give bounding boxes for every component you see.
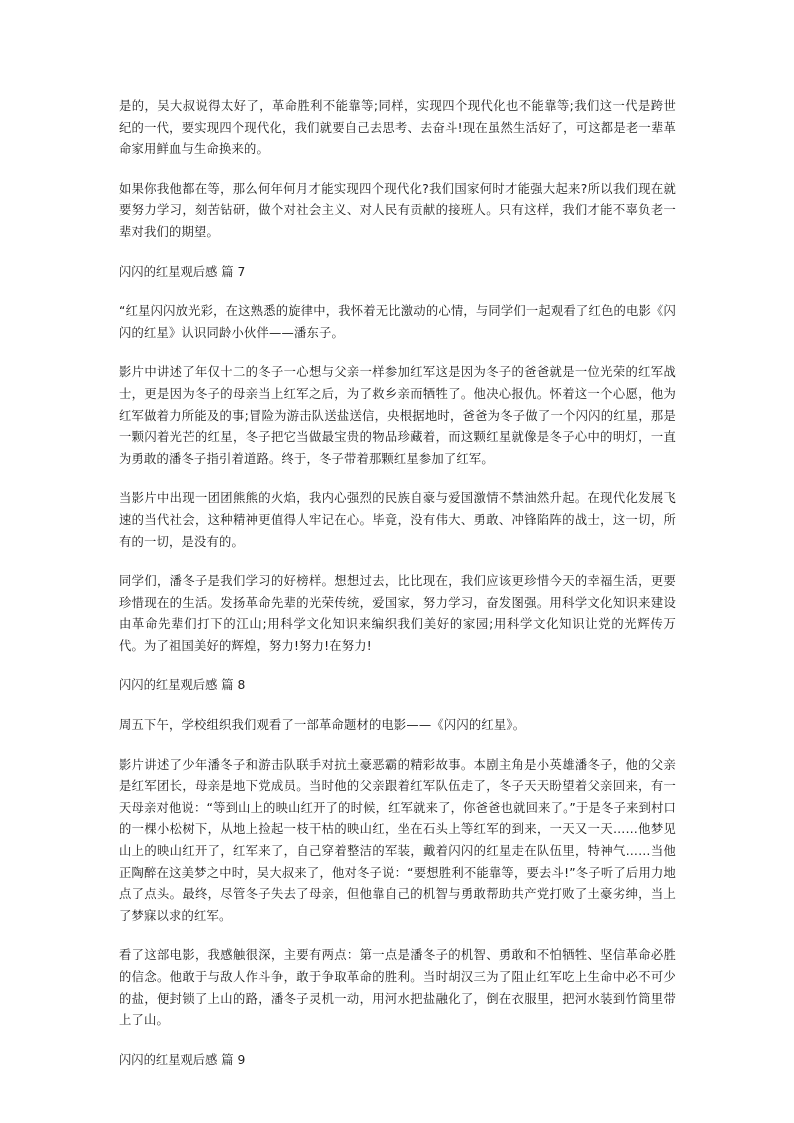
paragraph-2: 如果你我他都在等，那么何年何月才能实现四个现代化?我们国家何时才能强大起来?所以我们现在就要努力学习，刻苦钻研，做个对社会主义、对人民有贡献的接班人。只有这样，我们才能不辜负老一辈对我们的期望。 xyxy=(119,181,676,239)
paragraph-7: 周五下午，学校组织我们观看了一部革命题材的电影——《闪闪的红星》。 xyxy=(119,718,526,733)
paragraph-6: 同学们，潘冬子是我们学习的好榜样。想想过去，比比现在，我们应该更珍惜今天的幸福生活，更要珍惜现在的生活。发扬革命先辈的光荣传统，爱国家，努力学习，奋发图强。用科学文化知识来建设由革命先辈们打下的江山;用科学文化知识来编织我们美好的家园;用科学文化知识让党的光辉传万代。为了祖国美好的辉煌，努力!努力!在努力! xyxy=(119,574,676,653)
paragraph-3: “红星闪闪放光彩，在这熟悉的旋律中，我怀着无比激动的心情，与同学们一起观看了红色的电影《闪闪的红星》认识同龄小伙伴——潘东子。 xyxy=(119,304,676,340)
paragraph-8: 影片讲述了少年潘冬子和游击队联手对抗土豪恶霸的精彩故事。本剧主角是小英雄潘冬子，他的父亲是红军团长，母亲是地下党成员。当时他的父亲跟着红军队伍走了，冬子天天盼望着父亲回来，有一天母亲对他说：“等到山上的映山红开了的时候，红军就来了，你爸爸也就回来了。”于是冬子来到村口的一棵小松树下，从地上捡起一枝干枯的映山红，坐在石头上等红军的到来，一天又一天……他梦见山上的映山红开了，红军来了，自己穿着整洁的军装，戴着闪闪的红星走在队伍里，特神气……当他正陶醉在这美梦之中时，吴大叔来了，他对冬子说：“要想胜利不能靠等，要去斗!”冬子听了后用力地点了点头。最终，尽管冬子失去了母亲，但他靠自己的机智与勇敢帮助共产党打败了土豪劣绅，当上了梦寐以求的红军。 xyxy=(119,757,676,923)
section-heading-7: 闪闪的红星观后感 篇 7 xyxy=(119,264,246,279)
paragraph-1: 是的，吴大叔说得太好了，革命胜利不能靠等;同样，实现四个现代化也不能靠等;我们这一代是跨世纪的一代，要实现四个现代化，我们就要自己去思考、去奋斗!现在虽然生活好了，可这都是老一辈革命家用鲜血与生命换来的。 xyxy=(119,99,676,157)
document-page xyxy=(119,96,676,1089)
section-heading-9: 闪闪的红星观后感 篇 9 xyxy=(119,1052,246,1067)
paragraph-4: 影片中讲述了年仅十二的冬子一心想与父亲一样参加红军这是因为冬子的爸爸就是一位光荣的红军战士，更是因为冬子的母亲当上红军之后，为了救乡亲而牺牲了。他决心报仇。怀着这一个心愿，他为红军做着力所能及的事;冒险为游击队送盐送信，央根据地时，爸爸为冬子做了一个闪闪的红星，那是一颗闪着光芒的红星，冬子把它当做最宝贵的物品珍藏着，而这颗红星就像是冬子心中的明灯，一直为勇敢的潘冬子指引着道路。终于，冬子带着那颗红星参加了红军。 xyxy=(119,365,676,466)
paragraph-9: 看了这部电影，我感触很深，主要有两点：第一点是潘冬子的机智、勇敢和不怕牺牲、坚信革命必胜的信念。他敢于与敌人作斗争，敢于争取革命的胜利。当时胡汉三为了阻止红军吃上生命中必不可少的盐，便封锁了上山的路，潘冬子灵机一动，用河水把盐融化了，倒在衣服里，把河水装到竹筒里带上了山。 xyxy=(119,948,676,1028)
paragraph-5: 当影片中出现一团团熊熊的火焰，我内心强烈的民族自豪与爱国激情不禁油然升起。在现代化发展飞速的当代社会，这种精神更值得人牢记在心。毕竟，没有伟大、勇敢、冲锋陷阵的战士，这一切，所有的一切，是没有的。 xyxy=(119,491,676,549)
section-heading-8: 闪闪的红星观后感 篇 8 xyxy=(119,678,246,693)
